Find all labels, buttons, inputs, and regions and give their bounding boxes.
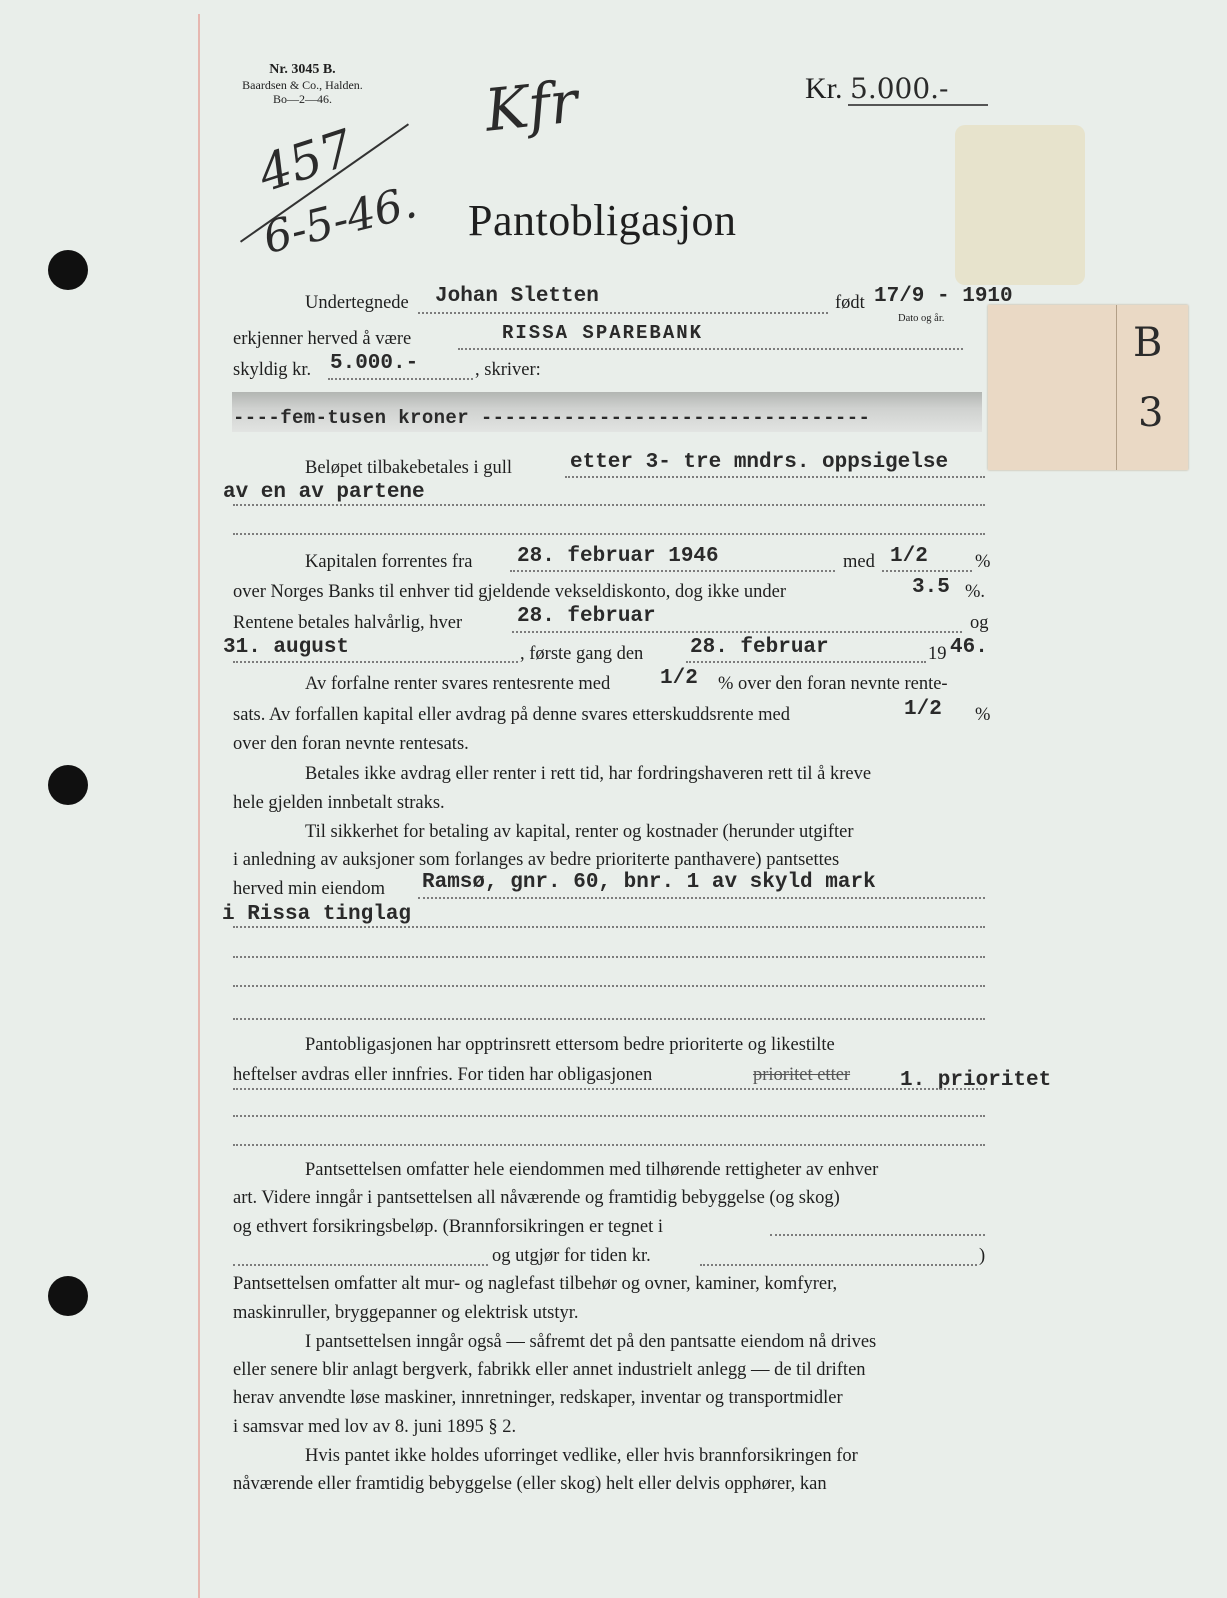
default-interest-2a: sats. Av forfallen kapital eller avdrag på denne svares etterskuddsrente med [233, 705, 791, 725]
label-first-time: , første gang den [520, 644, 644, 664]
dotted-line [770, 1234, 985, 1236]
dotted-line [458, 348, 963, 350]
paper-tag [988, 305, 1188, 470]
printer-info [230, 62, 375, 106]
tag-letter: B [1133, 320, 1163, 366]
security-1: Til sikkerhet for betaling av kapital, renter og kostnader (herunder utgifter [305, 822, 854, 842]
scope-4-end: ) [979, 1246, 986, 1266]
dotted-line [328, 378, 473, 380]
dotted-line [233, 1264, 488, 1266]
binder-hole [48, 1276, 88, 1316]
tag-number: 3 [1138, 390, 1164, 436]
binder-hole [48, 765, 88, 805]
dotted-line [418, 312, 828, 314]
priority-struck: prioritet etter [753, 1065, 851, 1085]
acceleration-2: hele gjelden innbetalt straks. [233, 793, 445, 813]
scope-1: Pantsettelsen omfatter hele eiendommen med tilhørende rettigheter av enhver [305, 1160, 879, 1180]
industry-1: I pantsettelsen inngår også — såfremt det på den pantsatte eiendom nå drives [305, 1332, 877, 1352]
first-year-fill: 46. [950, 636, 988, 659]
priority-value: 1. prioritet [900, 1069, 1052, 1092]
label-born: født [835, 293, 865, 313]
maintenance-1: Hvis pantet ikke holdes uforringet vedlike, eller hvis brannforsikringen for [305, 1446, 858, 1466]
label-and: og [970, 613, 989, 633]
dotted-line [700, 1264, 977, 1266]
first-payment-date: 28. februar [690, 636, 829, 659]
scope-3: og ethvert forsikringsbeløp. (Brannforsikringen er tegnet i [233, 1217, 664, 1237]
min-rate-suffix: %. [965, 582, 986, 602]
priority-1: Pantobligasjonen har opptrinsrett ettersom bedre prioriterte og likestilte [305, 1035, 835, 1055]
default-interest-1b: % over den foran nevnte rente- [718, 674, 948, 694]
dotted-line [233, 504, 985, 506]
priority-2: heftelser avdras eller innfries. For tiden har obligasjonen [233, 1065, 653, 1085]
dotted-line [686, 661, 926, 663]
form-number: Nr. 3045 B. [269, 62, 336, 77]
fixtures-1: Pantsettelsen omfatter alt mur- og naglefast tilbehør og ovner, kaminer, komfyrer, [233, 1274, 838, 1294]
dotted-line [233, 1018, 985, 1020]
amount-value: 5.000.- [850, 72, 949, 105]
date-caption: Dato og år. [898, 313, 945, 324]
default-rate-2: 1/2 [904, 698, 942, 721]
handwritten-date: 6-5-46. [258, 176, 422, 265]
label-undersigned: Undertegnede [305, 293, 409, 313]
payment-date-2: 31. august [223, 636, 350, 659]
security-2: i anledning av auksjoner som forlanges av bedre prioriterte panthavere) pantsettes [233, 850, 840, 870]
amount-prefix: Kr. [805, 72, 843, 105]
interest-line-2: over Norges Banks til enhver tid gjeldende vekseldiskonto, dog ikke under [233, 582, 787, 602]
industry-4: i samsvar med lov av 8. juni 1895 § 2. [233, 1417, 517, 1437]
page-title: Pantobligasjon [468, 196, 737, 245]
dotted-line [512, 631, 962, 633]
handwritten-initials: Kfr [481, 67, 581, 145]
label-acknowledge: erkjenner herved å være [233, 329, 412, 349]
dotted-line [418, 897, 985, 899]
creditor-name: RISSA SPAREBANK [502, 322, 704, 344]
min-rate: 3.5 [912, 576, 950, 599]
scope-2: art. Videre inngår i pantsettelsen all nåværende og framtidig bebyggelse (og skog) [233, 1188, 840, 1208]
label-writes: , skriver: [475, 360, 541, 380]
property-line-1: Ramsø, gnr. 60, bnr. 1 av skyld mark [422, 871, 876, 894]
scope-4: og utgjør for tiden kr. [492, 1246, 651, 1266]
binder-hole [48, 250, 88, 290]
dotted-line [233, 1115, 985, 1117]
interest-rate: 1/2 [890, 545, 928, 568]
industry-2: eller senere blir anlagt bergverk, fabrikk eller annet industrielt anlegg — de til driften [233, 1360, 866, 1380]
margin-rule [198, 14, 200, 1598]
dotted-line [233, 533, 985, 535]
first-year-prefix: 19 [928, 644, 947, 664]
print-code: Bo—2—46. [272, 92, 332, 106]
dotted-line [882, 570, 972, 572]
default-interest-3: over den foran nevnte rentesats. [233, 734, 469, 754]
default-interest-1a: Av forfalne renter svares rentesrente med [305, 674, 611, 694]
debtor-name: Johan Sletten [435, 285, 599, 308]
birth-date: 17/9 - 1910 [874, 285, 1013, 308]
default-interest-2b: % [975, 705, 991, 725]
label-repayment: Beløpet tilbakebetales i gull [305, 458, 513, 478]
amount-in-words: ----fem-tusen kroner --------------------------------- [233, 407, 871, 429]
handwritten-number: 457 [251, 118, 361, 204]
payment-date-1: 28. februar [517, 605, 656, 628]
dotted-line [233, 956, 985, 958]
security-3: herved min eiendom [233, 879, 386, 899]
default-rate-1: 1/2 [660, 667, 698, 690]
label-semiannual: Rentene betales halvårlig, hver [233, 613, 463, 633]
repayment-terms-2: av en av partene [223, 481, 425, 504]
property-line-2: i Rissa tinglag [222, 903, 412, 926]
amount-header [805, 72, 949, 106]
repayment-terms-1: etter 3- tre mndrs. oppsigelse [570, 451, 949, 474]
dotted-line [233, 1144, 985, 1146]
stamp-stain [955, 125, 1085, 285]
dotted-line [233, 661, 518, 663]
amount-line [848, 104, 988, 106]
dotted-line [233, 985, 985, 987]
dotted-line [233, 926, 985, 928]
industry-3: herav anvendte løse maskiner, innretninger, redskaper, inventar og transportmidler [233, 1388, 843, 1408]
owed-amount: 5.000.- [330, 352, 419, 375]
maintenance-2: nåværende eller framtidig bebyggelse (eller skog) helt eller delvis opphører, kan [233, 1474, 827, 1494]
acceleration-1: Betales ikke avdrag eller renter i rett tid, har fordringshaveren rett til å kreve [305, 764, 872, 784]
publisher: Baardsen & Co., Halden. [242, 78, 363, 92]
interest-from-date: 28. februar 1946 [517, 545, 719, 568]
dotted-line [510, 570, 835, 572]
dotted-line [233, 1088, 985, 1090]
pct-sign: % [975, 552, 991, 572]
fixtures-2: maskinruller, bryggepanner og elektrisk utstyr. [233, 1303, 579, 1323]
label-with: med [843, 552, 875, 572]
label-interest-from: Kapitalen forrentes fra [305, 552, 473, 572]
label-owe: skyldig kr. [233, 360, 312, 380]
dotted-line [565, 476, 985, 478]
